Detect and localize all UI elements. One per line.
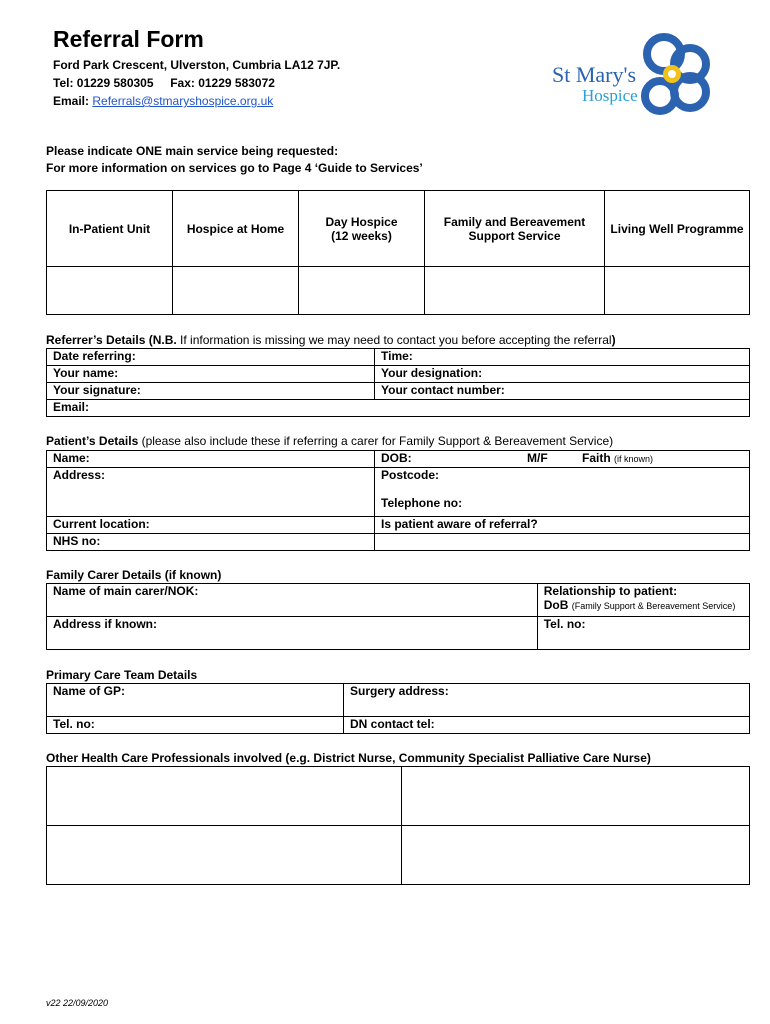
gp-name-field[interactable]: Name of GP: <box>47 684 344 717</box>
signature-field[interactable]: Your signature: <box>47 383 375 400</box>
other-hcp-table <box>46 766 750 885</box>
patient-dob-field[interactable] <box>375 451 750 468</box>
date-referring-field[interactable]: Date referring: <box>47 349 375 366</box>
other-hcp-cell-1[interactable] <box>47 767 402 826</box>
form-title: Referral Form <box>53 26 204 52</box>
logo-text: St Mary's <box>552 62 637 87</box>
service-select-day-hospice[interactable] <box>299 267 425 315</box>
address-line: Ford Park Crescent, Ulverston, Cumbria LA12 7JP. <box>53 58 341 72</box>
main-carer-name-field[interactable]: Name of main carer/NOK: <box>47 584 538 617</box>
patient-table <box>46 450 750 551</box>
service-header-hospice-home: Hospice at Home <box>173 191 299 267</box>
service-select-inpatient[interactable] <box>47 267 173 315</box>
email-link[interactable]: Referrals@stmaryshospice.org.uk <box>92 94 274 108</box>
time-field[interactable]: Time: <box>375 349 750 366</box>
contact-number-field[interactable]: Your contact number: <box>375 383 750 400</box>
service-select-living-well[interactable] <box>605 267 750 315</box>
service-select-bereavement[interactable] <box>425 267 605 315</box>
carer-tel-field[interactable]: Tel. no: <box>537 617 749 650</box>
email-line <box>53 94 273 108</box>
your-name-field[interactable]: Your name: <box>47 366 375 383</box>
referrer-table <box>46 348 750 417</box>
services-table <box>46 190 750 315</box>
service-header-living-well: Living Well Programme <box>605 191 750 267</box>
other-hcp-heading: Other Health Care Professionals involved (e.g. District Nurse, Community Specialist Palliative Care Nurse) <box>46 751 651 765</box>
relationship-label: Relationship to patient: <box>543 584 678 598</box>
postcode-label: Postcode: <box>381 468 440 482</box>
primary-care-heading: Primary Care Team Details <box>46 668 198 682</box>
referrer-email-field[interactable]: Email: <box>47 400 750 417</box>
dob-label: DOB: <box>381 451 412 465</box>
service-header-bereavement: Family and Bereavement Support Service <box>425 191 605 267</box>
gp-tel-field[interactable]: Tel. no: <box>47 717 344 734</box>
nhs-blank-cell <box>375 534 750 551</box>
intro-line-2: For more information on services go to Page 4 ‘Guide to Services’ <box>46 161 423 175</box>
service-header-day-hospice: Day Hospice (12 weeks) <box>299 191 425 267</box>
service-select-hospice-home[interactable] <box>173 267 299 315</box>
logo-subtext: Hospice <box>582 86 638 105</box>
email-label: Email: <box>53 94 90 108</box>
mf-label: M/F <box>527 451 548 465</box>
other-hcp-cell-3[interactable] <box>47 826 402 885</box>
version-footer: v22 22/09/2020 <box>46 998 109 1008</box>
surgery-address-field[interactable]: Surgery address: <box>344 684 750 717</box>
relationship-field[interactable] <box>537 584 749 617</box>
carer-dob-label: DoB (Family Support & Bereavement Service) <box>543 598 736 612</box>
telephone-label: Telephone no: <box>381 496 463 510</box>
carer-table <box>46 583 750 650</box>
carer-address-field[interactable]: Address if known: <box>47 617 538 650</box>
patient-name-field[interactable]: Name: <box>47 451 375 468</box>
tel-fax-line: Tel: 01229 580305 Fax: 01229 583072 <box>53 76 275 90</box>
dn-contact-field[interactable]: DN contact tel: <box>344 717 750 734</box>
patient-aware-field[interactable]: Is patient aware of referral? <box>375 517 750 534</box>
patient-heading: Patient’s Details (please also include these if referring a carer for Family Support & Bereavement Service) <box>46 434 614 448</box>
faith-label: Faith (if known) <box>582 451 654 465</box>
service-header-inpatient: In-Patient Unit <box>47 191 173 267</box>
referrer-heading: Referrer’s Details (N.B. If information is missing we may need to contact you before accepting the referral) <box>46 333 616 347</box>
hospice-logo <box>540 30 720 120</box>
designation-field[interactable]: Your designation: <box>375 366 750 383</box>
current-location-field[interactable]: Current location: <box>47 517 375 534</box>
primary-care-table <box>46 683 750 734</box>
other-hcp-cell-2[interactable] <box>402 767 750 826</box>
carer-heading: Family Carer Details (if known) <box>46 568 222 582</box>
other-hcp-cell-4[interactable] <box>402 826 750 885</box>
nhs-number-field[interactable]: NHS no: <box>47 534 375 551</box>
intro-line-1: Please indicate ONE main service being requested: <box>46 144 339 158</box>
patient-postcode-field[interactable] <box>375 468 750 517</box>
patient-address-field[interactable]: Address: <box>47 468 375 517</box>
